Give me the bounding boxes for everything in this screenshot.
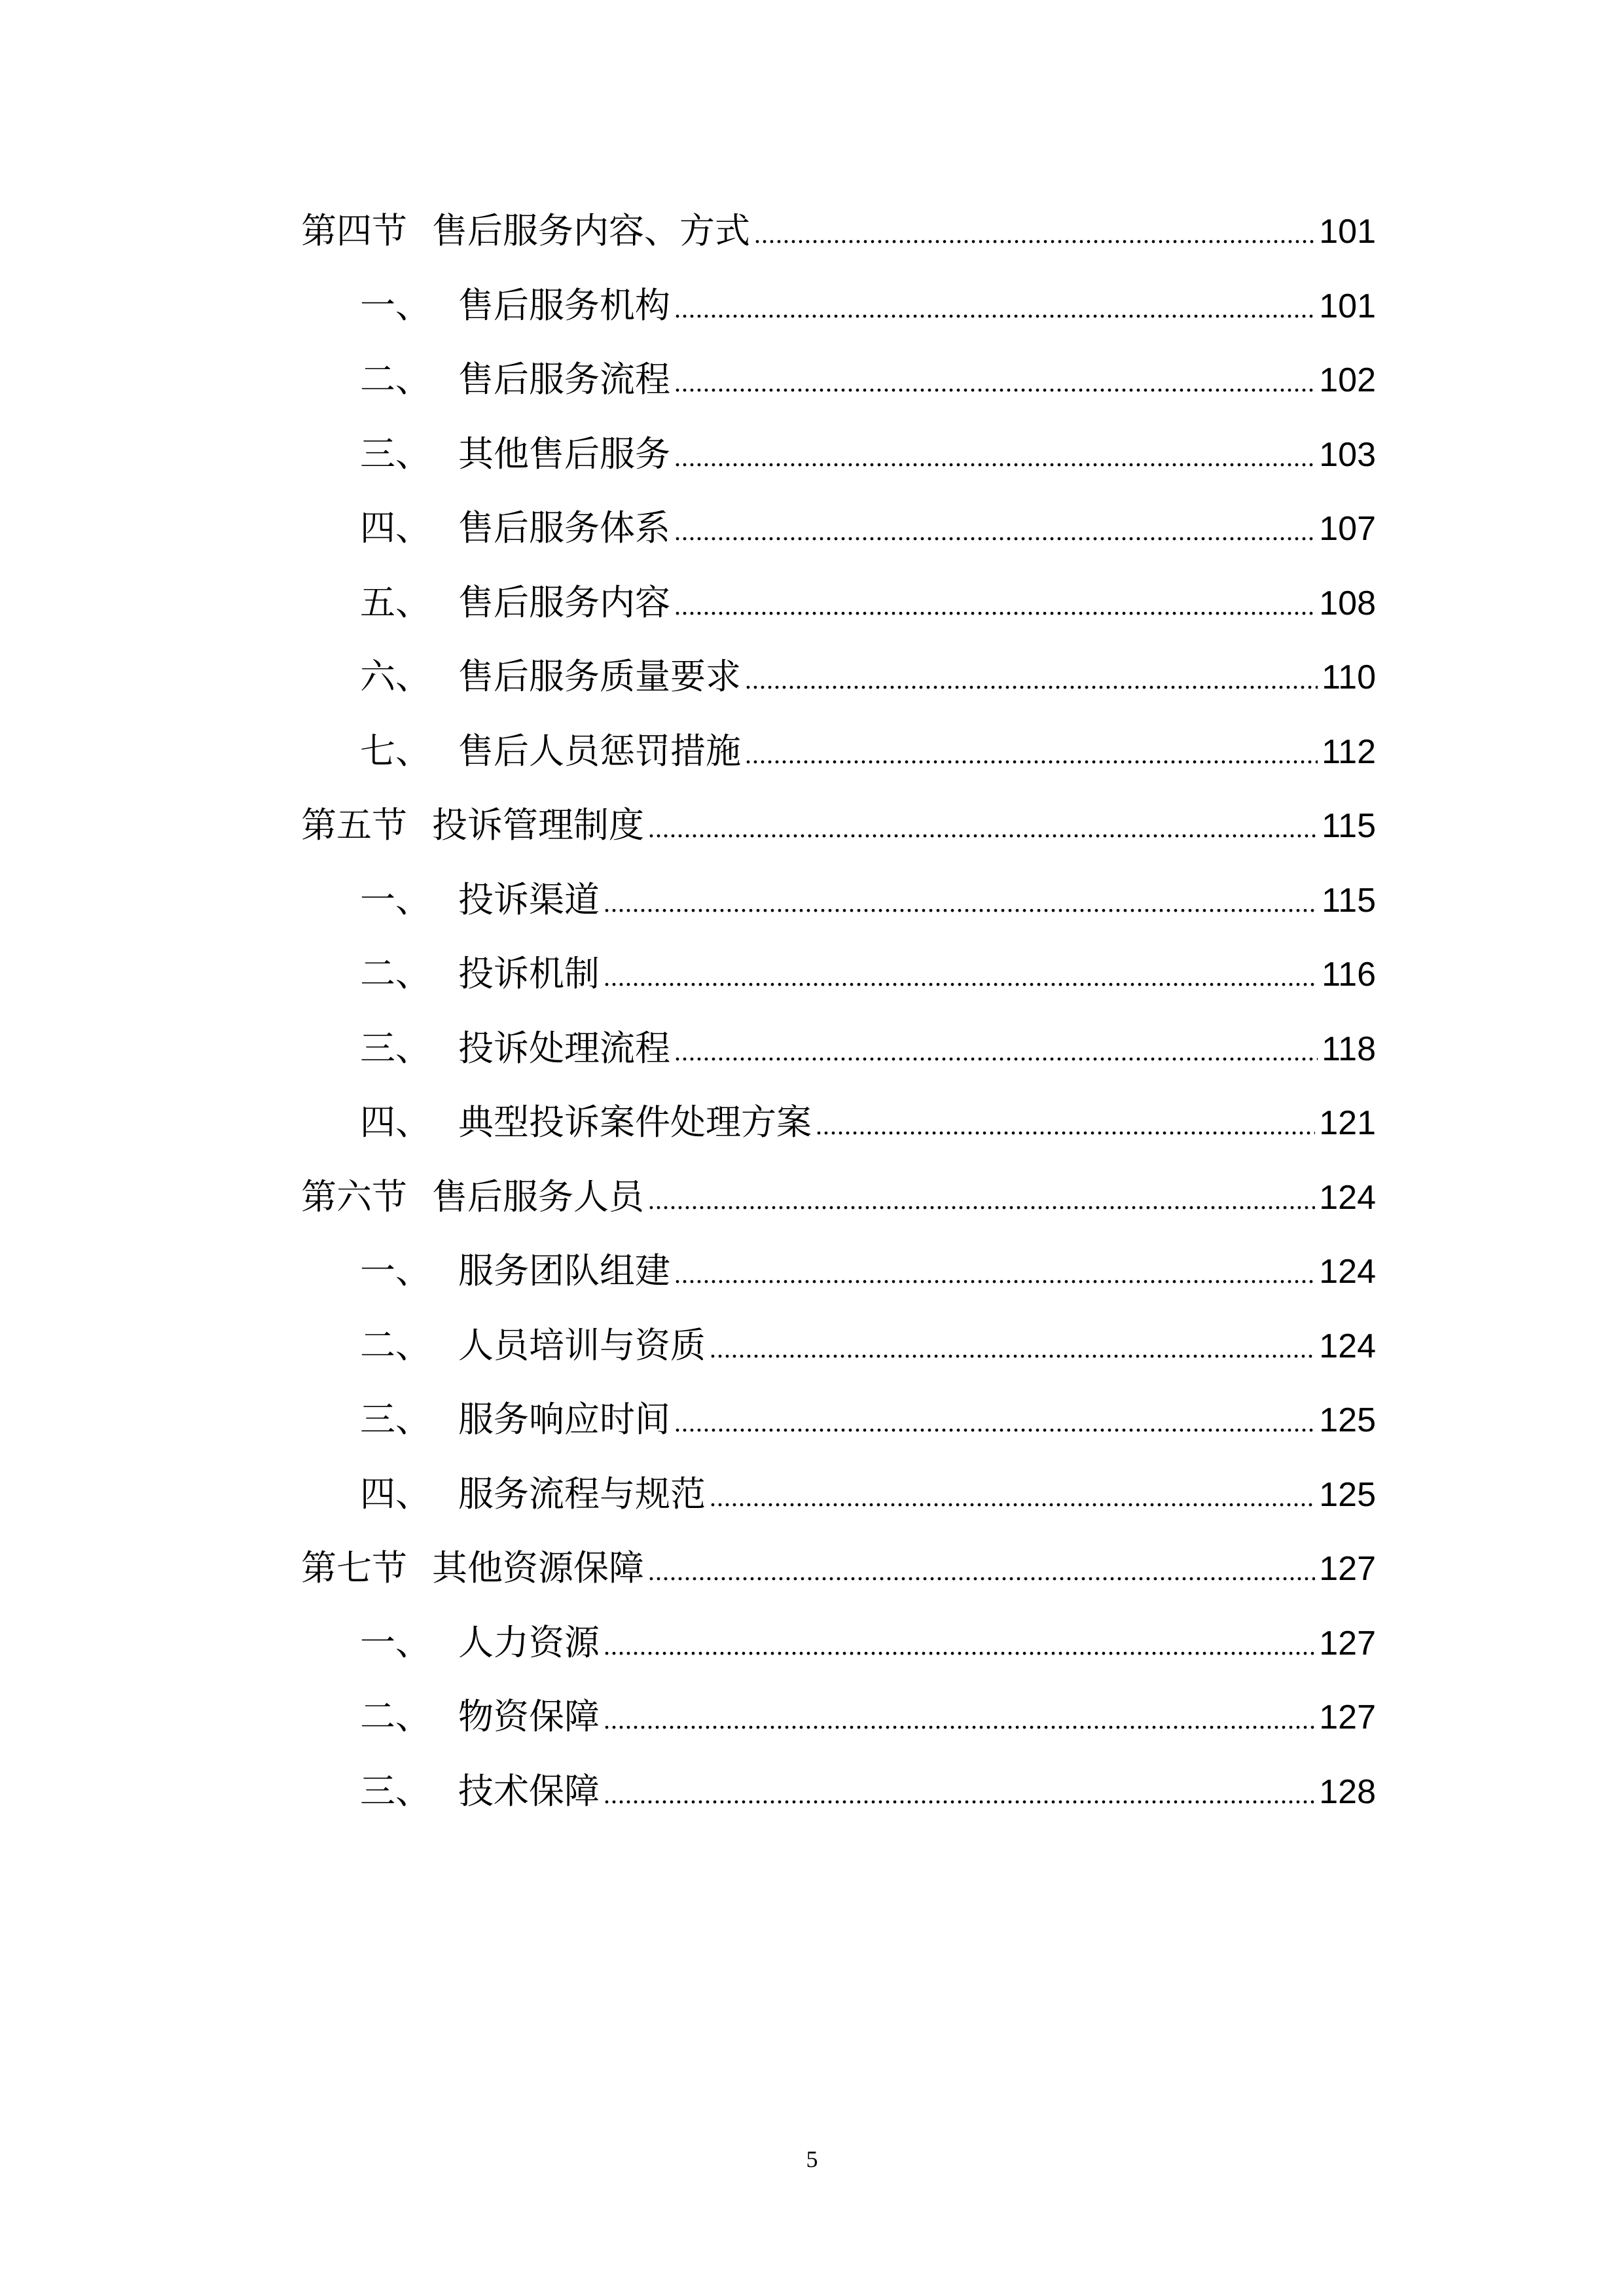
dot-leader xyxy=(604,1609,1315,1683)
toc-item-entry[interactable] xyxy=(301,1605,1376,1680)
toc-entry-title: 其他资源保障 xyxy=(432,1547,644,1588)
toc-entry-title: 售后服务机构 xyxy=(458,284,670,326)
toc-entry-title: 投诉机制 xyxy=(458,953,600,994)
dot-leader xyxy=(710,1312,1315,1386)
toc-entry-title: 售后服务质量要求 xyxy=(458,656,741,697)
table-of-contents xyxy=(301,194,1376,1828)
toc-item-entry[interactable] xyxy=(301,1679,1376,1754)
toc-entry-page: 128 xyxy=(1319,1772,1376,1811)
toc-entry-page: 124 xyxy=(1319,1327,1376,1365)
toc-entry-number: 四、 xyxy=(360,507,431,548)
toc-entry-page: 125 xyxy=(1319,1475,1376,1514)
toc-entry-title: 人力资源 xyxy=(458,1621,600,1663)
toc-entry-page: 101 xyxy=(1319,287,1376,325)
toc-entry-page: 115 xyxy=(1322,807,1376,845)
dot-leader xyxy=(604,940,1318,1014)
toc-item-entry[interactable] xyxy=(301,1011,1376,1086)
toc-entry-title: 服务流程与规范 xyxy=(458,1473,706,1515)
dot-leader xyxy=(648,791,1318,866)
toc-entry-number: 第七节 xyxy=(301,1547,407,1588)
toc-item-entry[interactable] xyxy=(301,1234,1376,1308)
dot-leader xyxy=(745,643,1318,717)
toc-entry-title: 其他售后服务 xyxy=(458,433,670,475)
dot-leader xyxy=(604,1683,1315,1757)
toc-entry-number: 三、 xyxy=(360,433,431,475)
toc-item-entry[interactable] xyxy=(301,639,1376,714)
toc-entry-page: 102 xyxy=(1319,361,1376,399)
toc-entry-number: 一、 xyxy=(360,1621,431,1663)
toc-item-entry[interactable] xyxy=(301,1085,1376,1160)
dot-leader xyxy=(674,272,1315,346)
toc-entry-title: 典型投诉案件处理方案 xyxy=(458,1102,812,1143)
toc-item-entry[interactable] xyxy=(301,1457,1376,1532)
toc-item-entry[interactable] xyxy=(301,1382,1376,1457)
toc-entry-title: 服务团队组建 xyxy=(458,1250,670,1291)
toc-entry-number: 四、 xyxy=(360,1102,431,1143)
toc-entry-page: 125 xyxy=(1319,1401,1376,1439)
toc-entry-number: 二、 xyxy=(360,1696,431,1737)
toc-entry-number: 一、 xyxy=(360,284,431,326)
toc-entry-page: 127 xyxy=(1319,1698,1376,1736)
dot-leader xyxy=(816,1088,1315,1163)
toc-entry-page: 118 xyxy=(1322,1030,1376,1068)
dot-leader xyxy=(674,1237,1315,1312)
toc-item-entry[interactable] xyxy=(301,937,1376,1011)
toc-entry-title: 技术保障 xyxy=(458,1770,600,1812)
toc-entry-page: 110 xyxy=(1322,658,1376,696)
toc-entry-page: 103 xyxy=(1319,435,1376,474)
dot-leader xyxy=(674,346,1315,420)
toc-item-entry[interactable] xyxy=(301,268,1376,343)
toc-entry-title: 售后服务体系 xyxy=(458,507,670,548)
dot-leader xyxy=(604,866,1318,941)
toc-item-entry[interactable] xyxy=(301,1754,1376,1829)
toc-section-entry[interactable] xyxy=(301,1531,1376,1605)
toc-entry-page: 124 xyxy=(1319,1178,1376,1217)
toc-section-entry[interactable] xyxy=(301,788,1376,863)
dot-leader xyxy=(648,1534,1315,1609)
dot-leader xyxy=(674,569,1315,643)
toc-entry-number: 第六节 xyxy=(301,1175,407,1217)
page-number: 5 xyxy=(806,2146,818,2172)
toc-entry-page: 107 xyxy=(1319,510,1376,548)
toc-entry-title: 人员培训与资质 xyxy=(458,1324,706,1366)
toc-item-entry[interactable] xyxy=(301,863,1376,937)
toc-entry-title: 售后人员惩罚措施 xyxy=(458,730,741,772)
toc-entry-number: 三、 xyxy=(360,1770,431,1812)
toc-entry-number: 一、 xyxy=(360,1250,431,1291)
toc-entry-number: 一、 xyxy=(360,878,431,920)
dot-leader xyxy=(710,1460,1315,1535)
toc-item-entry[interactable] xyxy=(301,491,1376,565)
toc-entry-page: 127 xyxy=(1319,1550,1376,1588)
toc-entry-number: 第五节 xyxy=(301,804,407,846)
toc-entry-number: 三、 xyxy=(360,1399,431,1440)
toc-item-entry[interactable] xyxy=(301,714,1376,789)
toc-entry-title: 售后服务流程 xyxy=(458,359,670,400)
toc-entry-number: 第四节 xyxy=(301,210,407,251)
toc-entry-number: 四、 xyxy=(360,1473,431,1515)
toc-entry-number: 二、 xyxy=(360,359,431,400)
dot-leader xyxy=(674,494,1315,569)
toc-entry-title: 售后服务内容 xyxy=(458,581,670,623)
dot-leader xyxy=(648,1163,1315,1238)
toc-entry-number: 五、 xyxy=(360,581,431,623)
toc-entry-title: 服务响应时间 xyxy=(458,1399,670,1440)
toc-item-entry[interactable] xyxy=(301,342,1376,417)
toc-item-entry[interactable] xyxy=(301,1308,1376,1383)
toc-item-entry[interactable] xyxy=(301,417,1376,492)
dot-leader xyxy=(745,717,1318,792)
toc-entry-title: 投诉渠道 xyxy=(458,878,600,920)
dot-leader xyxy=(674,1386,1315,1460)
toc-entry-number: 二、 xyxy=(360,1324,431,1366)
dot-leader xyxy=(674,1014,1318,1089)
toc-entry-title: 投诉处理流程 xyxy=(458,1027,670,1069)
toc-entry-number: 七、 xyxy=(360,730,431,772)
toc-entry-page: 108 xyxy=(1319,584,1376,622)
toc-entry-number: 二、 xyxy=(360,953,431,994)
toc-entry-number: 三、 xyxy=(360,1027,431,1069)
toc-entry-title: 售后服务内容、方式 xyxy=(432,210,750,251)
toc-section-entry[interactable] xyxy=(301,1160,1376,1234)
toc-entry-number: 六、 xyxy=(360,656,431,697)
toc-entry-page: 112 xyxy=(1322,732,1376,771)
toc-entry-page: 127 xyxy=(1319,1624,1376,1662)
toc-entry-page: 124 xyxy=(1319,1253,1376,1291)
toc-entry-page: 101 xyxy=(1319,213,1376,251)
toc-section-entry[interactable] xyxy=(301,194,1376,268)
toc-entry-page: 121 xyxy=(1319,1104,1376,1142)
dot-leader xyxy=(674,420,1315,495)
dot-leader xyxy=(754,197,1315,272)
toc-entry-title: 物资保障 xyxy=(458,1696,600,1737)
toc-entry-title: 投诉管理制度 xyxy=(432,804,644,846)
toc-item-entry[interactable] xyxy=(301,565,1376,640)
dot-leader xyxy=(604,1757,1315,1832)
toc-entry-page: 115 xyxy=(1322,881,1376,920)
toc-entry-title: 售后服务人员 xyxy=(432,1175,644,1217)
toc-entry-page: 116 xyxy=(1322,956,1376,994)
